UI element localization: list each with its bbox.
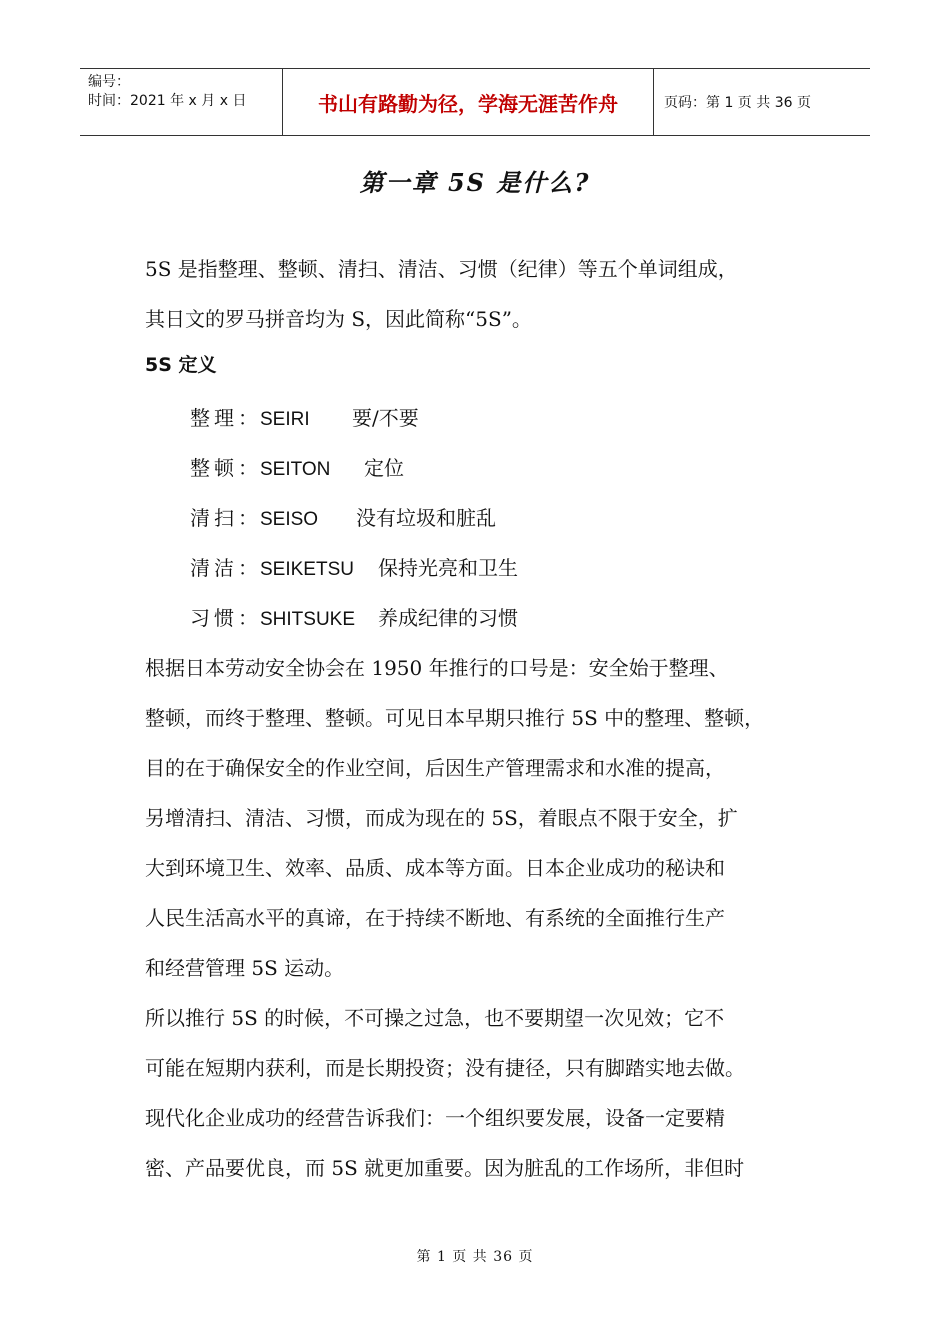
header-motto-cell (282, 69, 654, 135)
body-line: 现代化企业成功的经营告诉我们：一个组织要发展，设备一定要精 (145, 1106, 725, 1130)
definition-meaning: 没有垃圾和脏乱 (356, 506, 496, 530)
definition-meaning: 要/不要 (352, 406, 419, 430)
definition-heading: 5S 定义 (145, 354, 217, 376)
definition-roman: SEIRI (260, 409, 310, 430)
definition-term: 清扫 (190, 506, 238, 530)
body-line: 人民生活高水平的真谛，在于持续不断地、有系统的全面推行生产 (145, 906, 725, 930)
intro-line: 其日文的罗马拼音均为 S，因此简称“5S”。 (145, 307, 532, 331)
definition-roman: SEITON (260, 459, 331, 480)
number-label: 编号： (88, 74, 130, 90)
header-page-cell (654, 69, 870, 135)
definition-term: 整顿 (190, 456, 238, 480)
definition-meaning: 保持光亮和卫生 (378, 556, 518, 580)
definition-meaning: 养成纪律的习惯 (378, 606, 518, 630)
page-header (80, 68, 870, 136)
header-motto: 书山有路勤为径，学海无涯苦作舟 (318, 91, 618, 116)
header-meta (80, 69, 282, 135)
body-line: 整顿，而终于整理、整顿。可见日本早期只推行 5S 中的整理、整顿， (145, 706, 765, 730)
definition-roman: SEIKETSU (260, 559, 354, 580)
date-line: 时间：2021 年 x 月 x 日 (88, 93, 247, 109)
definition-meaning: 定位 (364, 456, 404, 480)
definition-row: 整顿： SEITON 定位 (190, 452, 404, 481)
definition-term: 习惯 (190, 606, 238, 630)
body-line: 目的在于确保安全的作业空间，后因生产管理需求和水准的提高， (145, 756, 725, 780)
page-footer: 第 1 页 共 36 页 (416, 1249, 534, 1265)
body-line: 密、产品要优良，而 5S 就更加重要。因为脏乱的工作场所，非但时 (145, 1156, 745, 1180)
body-line: 另增清扫、清洁、习惯，而成为现在的 5S，着眼点不限于安全，扩 (145, 806, 738, 830)
definition-row: 清洁： SEIKETSU 保持光亮和卫生 (190, 552, 518, 581)
chapter-title: 第一章 5S 是什么? (359, 168, 591, 197)
header-page-info: 页码：第 1 页 共 36 页 (664, 95, 811, 111)
definition-term: 整理 (190, 406, 238, 430)
definition-row: 清扫： SEISO 没有垃圾和脏乱 (190, 502, 496, 531)
definition-term: 清洁 (190, 556, 238, 580)
body-line: 和经营管理 5S 运动。 (145, 956, 345, 980)
intro-line: 5S 是指整理、整顿、清扫、清洁、习惯（纪律）等五个单词组成， (145, 257, 738, 281)
definition-row: 习惯： SHITSUKE 养成纪律的习惯 (190, 602, 518, 631)
body-line: 可能在短期内获利，而是长期投资；没有捷径，只有脚踏实地去做。 (145, 1056, 745, 1080)
body-line: 大到环境卫生、效率、品质、成本等方面。日本企业成功的秘诀和 (145, 856, 725, 880)
definition-roman: SEISO (260, 509, 319, 530)
definition-row: 整理： SEIRI 要/不要 (190, 402, 419, 431)
body-line: 根据日本劳动安全协会在 1950 年推行的口号是：安全始于整理、 (145, 656, 729, 680)
definition-roman: SHITSUKE (260, 609, 356, 630)
body-line: 所以推行 5S 的时候，不可操之过急，也不要期望一次见效；它不 (145, 1006, 725, 1030)
